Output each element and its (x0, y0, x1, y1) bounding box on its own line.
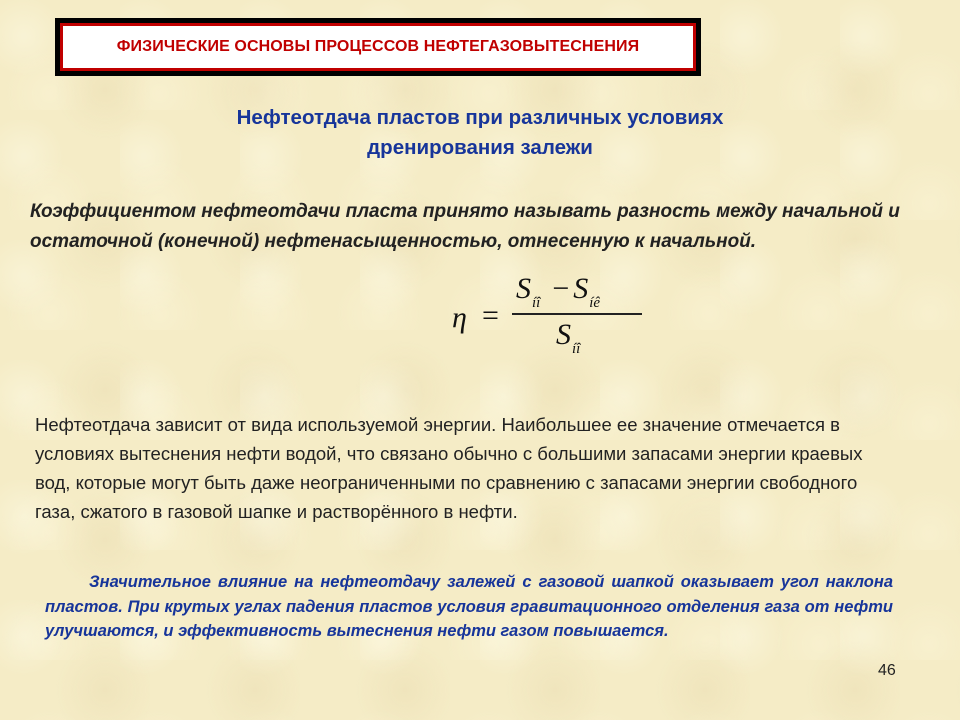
subtitle-line-1: Нефтеотдача пластов при различных условиях (236, 106, 724, 129)
recovery-factor-formula (452, 268, 652, 368)
header-frame (55, 18, 701, 76)
formula-numerator-subscript-1: íî (532, 295, 541, 311)
formula-denominator (556, 318, 580, 358)
slide-subtitle (80, 103, 880, 163)
formula-numerator-symbol-2: S (573, 272, 589, 305)
page-number: 46 (878, 662, 896, 679)
definition-text: Коэффициентом нефтеотдачи пласта принято называть разность между начальной и остаточной (конечной) нефтенасыщенностью, отнесенную к начальной. (30, 201, 900, 252)
formula-eta: η (452, 301, 467, 334)
formula-denominator-symbol: S (556, 318, 571, 351)
formula-minus: − (552, 272, 570, 305)
header-panel (60, 23, 696, 71)
energy-paragraph: Нефтеотдача зависит от вида используемой энергии. Наибольшее ее значение отмечается в условиях вытеснения нефти водой, что связано обычно с большими запасами энергии краевых вод, которые могут быть даже неограниченными по сравнению с запасами энергии свободного газа, сжатого в газовой шапке и растворённого в нефти. (35, 414, 863, 522)
formula-denominator-subscript: íî (572, 341, 581, 357)
subtitle-line-2: дренирования залежи (367, 136, 593, 159)
formula-numerator (516, 272, 600, 312)
formula-numerator-subscript-2: íê (589, 295, 601, 311)
formula-equals: = (482, 299, 499, 332)
gas-cap-note: Значительное влияние на нефтеотдачу залежей с газовой шапкой оказывает угол наклона пластов. При крутых углах падения пластов условия гравитационного отделения газа от нефти улучшаются, и эффективность вытеснения нефти газом повышается. (45, 573, 893, 640)
formula-numerator-symbol-1: S (516, 272, 531, 305)
header-title: ФИЗИЧЕСКИЕ ОСНОВЫ ПРОЦЕССОВ НЕФТЕГАЗОВЫТЕСНЕНИЯ (116, 38, 640, 55)
formula-fraction-bar (512, 313, 642, 315)
